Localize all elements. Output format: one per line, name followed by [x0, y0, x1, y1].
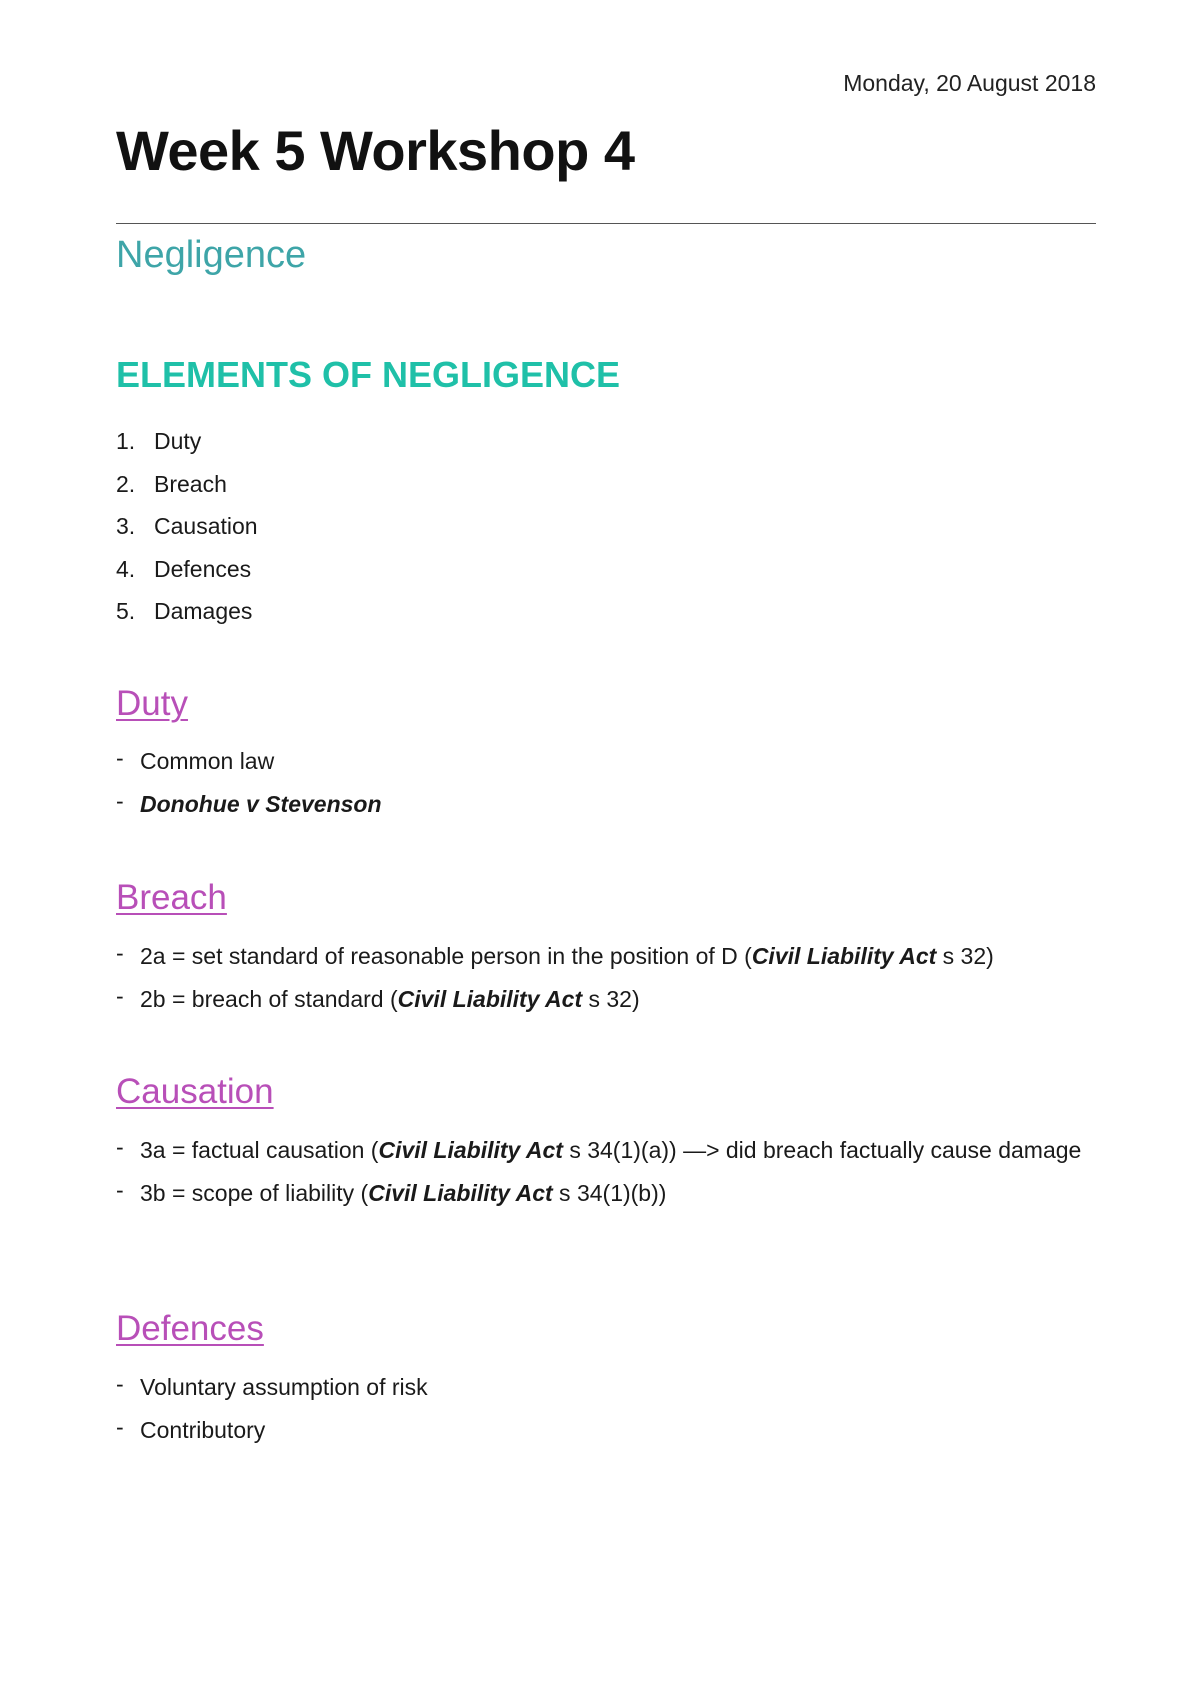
list-item-text: 3a = factual causation ( — [140, 1137, 379, 1163]
list-item-label: Duty — [154, 428, 202, 454]
causation-list — [116, 1129, 1096, 1214]
statute-reference: Civil Liability Act — [751, 943, 937, 969]
list-number: 4. — [116, 555, 136, 582]
statute-reference: Civil Liability Act — [397, 985, 583, 1012]
statute-reference: Civil Liability Act — [378, 1137, 563, 1163]
list-item — [116, 505, 258, 548]
list-item — [116, 1172, 1096, 1215]
list-item-label: Damages — [154, 598, 253, 624]
list-item — [116, 1366, 1096, 1409]
document-date: Monday, 20 August 2018 — [843, 70, 1096, 96]
list-item-text: 3b = scope of liability ( — [140, 1179, 369, 1206]
bullet-dash: - — [116, 1134, 124, 1160]
breach-heading: Breach — [116, 878, 227, 917]
list-item — [116, 420, 258, 463]
list-item — [116, 1129, 1096, 1172]
list-item-text: Contributory — [140, 1416, 266, 1443]
list-item-label: Defences — [154, 555, 252, 582]
list-number: 3. — [116, 513, 136, 539]
list-item-label: Causation — [154, 513, 258, 539]
list-item-text: s 32) — [936, 943, 994, 969]
bullet-dash: - — [116, 940, 124, 966]
bullet-dash: - — [116, 787, 124, 814]
duty-list — [116, 740, 1096, 825]
list-item-text: s 34(1)(b)) — [552, 1179, 667, 1206]
list-item — [116, 935, 1096, 978]
list-number: 1. — [116, 428, 136, 454]
page-subtitle: Negligence — [116, 234, 307, 276]
duty-heading: Duty — [116, 684, 188, 723]
list-item-text: 2b = breach of standard ( — [140, 985, 398, 1012]
list-number: 2. — [116, 470, 136, 497]
defences-list — [116, 1366, 1096, 1451]
list-item — [116, 740, 1096, 783]
bullet-dash: - — [116, 1176, 124, 1203]
list-item — [116, 463, 258, 506]
list-item — [116, 978, 1096, 1021]
breach-list — [116, 935, 1096, 1020]
list-item — [116, 548, 258, 591]
elements-heading: ELEMENTS OF NEGLIGENCE — [116, 354, 621, 395]
bullet-dash: - — [116, 982, 124, 1009]
case-citation: Donohue v Stevenson — [140, 790, 382, 817]
bullet-dash: - — [116, 1371, 124, 1397]
causation-heading: Causation — [116, 1072, 274, 1111]
list-item — [116, 783, 1096, 826]
list-item — [116, 590, 258, 633]
list-number: 5. — [116, 598, 136, 624]
list-item-text: Voluntary assumption of risk — [140, 1374, 428, 1400]
page-title: Week 5 Workshop 4 — [116, 119, 635, 182]
list-item-text: s 34(1)(a)) —> did breach factually cause damage — [562, 1137, 1082, 1163]
list-item — [116, 1409, 1096, 1452]
list-item-text: 2a = set standard of reasonable person in the position of D ( — [140, 943, 752, 969]
list-item-label: Breach — [154, 470, 227, 497]
statute-reference: Civil Liability Act — [368, 1179, 553, 1206]
bullet-dash: - — [116, 745, 124, 771]
list-item-text: s 32) — [582, 985, 640, 1012]
elements-list — [116, 420, 258, 633]
bullet-dash: - — [116, 1413, 124, 1440]
title-divider — [116, 223, 1096, 224]
list-item-text: Common law — [140, 748, 275, 774]
defences-heading: Defences — [116, 1309, 264, 1348]
